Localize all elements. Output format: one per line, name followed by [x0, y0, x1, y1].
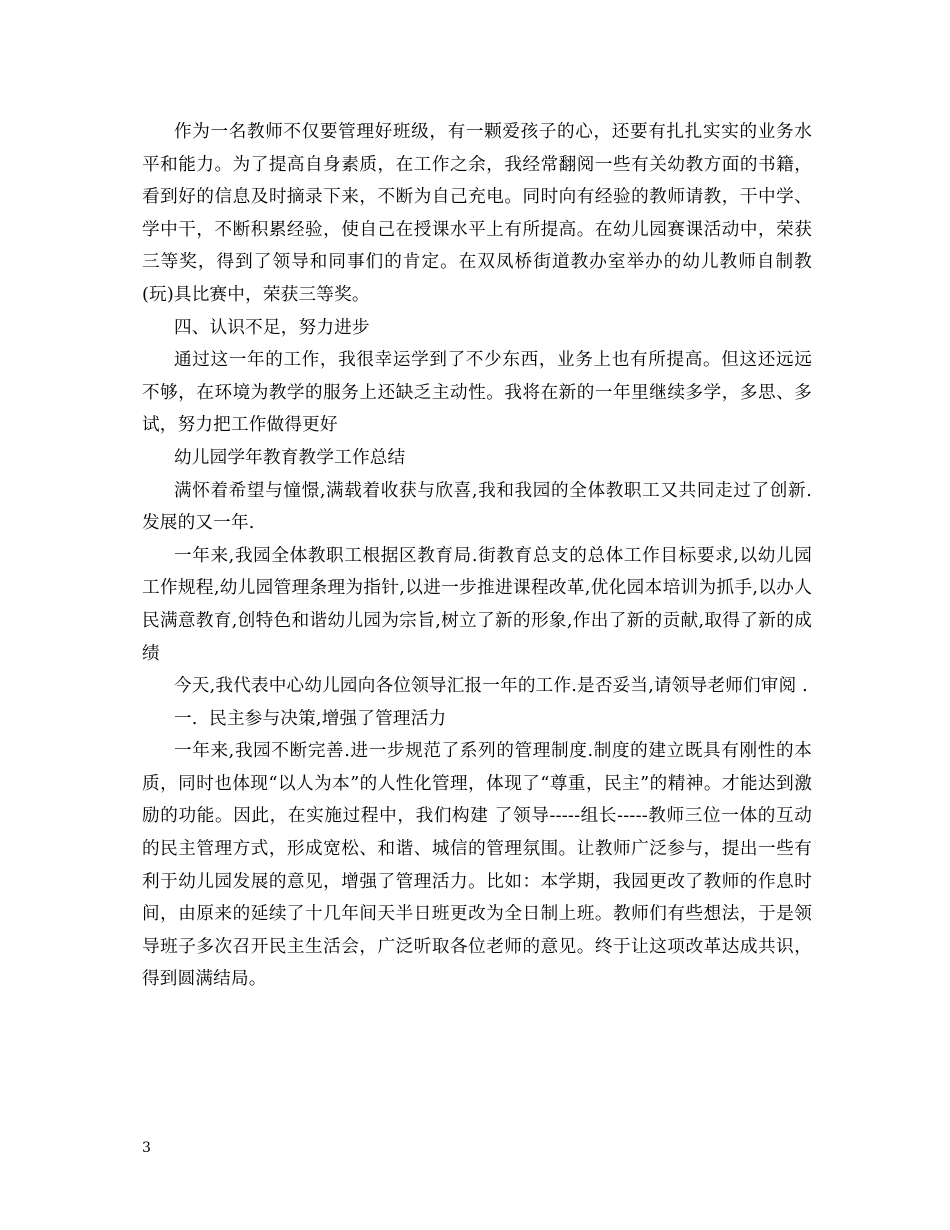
page-number: 3 — [142, 1140, 151, 1156]
document-subtitle: 幼儿园学年教育教学工作总结 — [174, 447, 406, 468]
paragraph-opening: 满怀着希望与憧憬,满载着收获与欣喜,我和我园的全体教职工又共同走过了创新.发展的又一年. — [142, 480, 812, 534]
paragraph-year-overview: 一年来,我园全体教职工根据区教育局.街教育总支的总体工作目标要求,以幼儿园工作规程,幼儿园管理条理为指针,以进一步推进课程改革,优化园本培训为抓手,以办人民满意教育,创特色和谐幼儿园为宗旨,树立了新的形象,作出了新的贡献,取得了新的成绩 — [142, 545, 812, 664]
paragraph-report-intro: 今天,我代表中心幼儿园向各位领导汇报一年的工作.是否妥当,请领导老师们审阅 . — [174, 676, 808, 697]
paragraph-professional-growth: 作为一名教师不仅要管理好班级，有一颗爱孩子的心，还要有扎扎实实的业务水平和能力。为了提高自身素质，在工作之余，我经常翻阅一些有关幼教方面的书籍，看到好的信息及时摘录下来，不断为自己充电。同时向有经验的教师请教，干中学、学中干，不断积累经验，使自己在授课水平上有所提高。在幼儿园赛课活动中，荣获三等奖，得到了领导和同事们的肯定。在双凤桥街道教办室举办的幼儿教师自制教(玩)具比赛中，荣获三等奖。 — [142, 122, 812, 305]
paragraph-shortcomings: 通过这一年的工作，我很幸运学到了不少东西，业务上也有所提高。但这还远远不够，在环境为教学的服务上还缺乏主动性。我将在新的一年里继续多学，多思、多试，努力把工作做得更好 — [142, 350, 812, 436]
section-heading-democratic-management: 一. 民主参与决策,增强了管理活力 — [174, 708, 447, 729]
document-body — [142, 116, 812, 996]
paragraph-democratic-management: 一年来,我园不断完善.进一步规范了系列的管理制度.制度的建立既具有刚性的本质，同时也体现“以人为本”的人性化管理，体现了“尊重，民主”的精神。才能达到激励的功能。因此，在实施过程中，我们构建 了领导-----组长-----教师三位一体的互动的民主管理方式，形成宽松、和谐、城信的管理氛围。让教师广泛参与，提出一些有利于幼儿园发展的意见，增强了管理活力。比如：本学期，我园更改了教师的作息时间，由原来的延续了十几年间天半日班更改为全日制上班。教师们有些想法，于是领导班子多次召开民主生活会，广泛听取各位老师的意见。终于让这项改革达成共识，得到圆满结局。 — [142, 741, 812, 990]
section-heading-shortcomings: 四、认识不足，努力进步 — [174, 317, 370, 338]
